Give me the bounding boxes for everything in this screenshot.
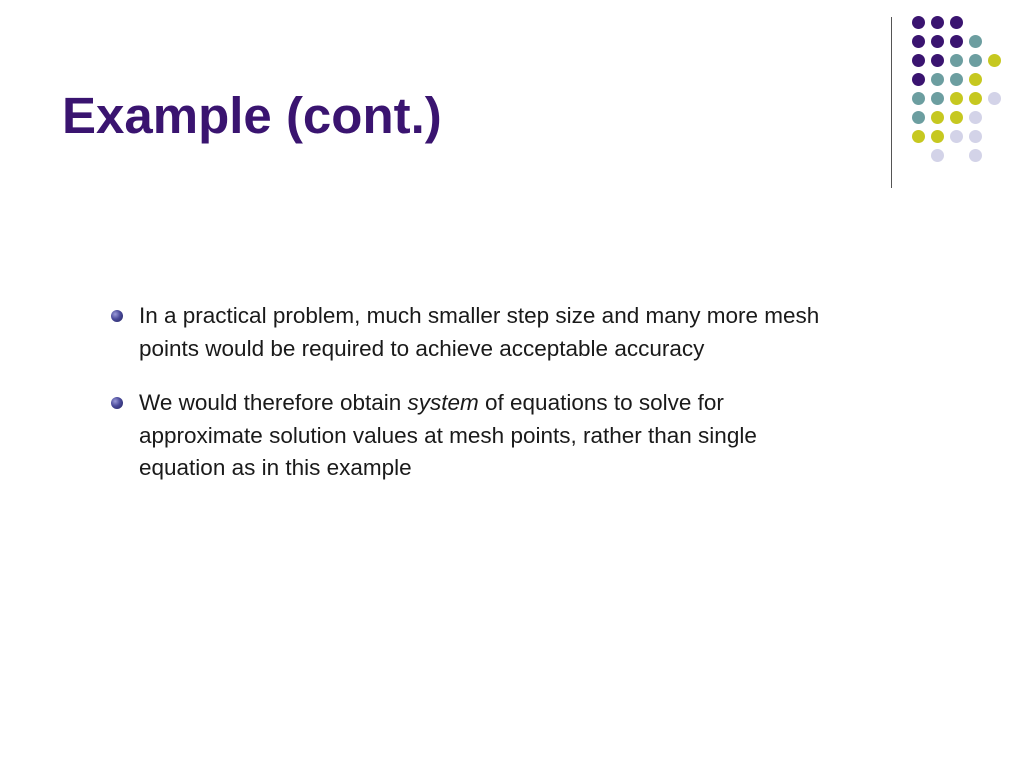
- slide-title: Example (cont.): [62, 87, 442, 144]
- decorative-dot: [969, 35, 982, 48]
- decorative-dot: [969, 111, 982, 124]
- bullet-icon: [111, 397, 123, 409]
- decorative-dot: [931, 149, 944, 162]
- decorative-dot: [950, 130, 963, 143]
- bullet-text: In a practical problem, much smaller step size and many more mesh points would be required to achieve acceptable accuracy: [139, 303, 820, 361]
- decorative-dot: [931, 111, 944, 124]
- decorative-dot: [931, 92, 944, 105]
- bullet-text-before: We would therefore obtain: [139, 390, 408, 415]
- decorative-dot: [912, 35, 925, 48]
- decorative-dot: [988, 54, 1001, 67]
- decorative-dot: [912, 73, 925, 86]
- decorative-dot: [912, 130, 925, 143]
- decorative-dot: [912, 111, 925, 124]
- decorative-dot: [950, 16, 963, 29]
- decorative-dot: [988, 92, 1001, 105]
- bullet-list: [110, 300, 840, 507]
- decorative-dot: [969, 149, 982, 162]
- decorative-dot: [931, 130, 944, 143]
- title-divider: [891, 17, 892, 188]
- decorative-dot: [931, 16, 944, 29]
- decorative-dot: [931, 35, 944, 48]
- bullet-icon: [111, 310, 123, 322]
- decorative-dot: [950, 73, 963, 86]
- decorative-dot: [969, 92, 982, 105]
- decorative-dot: [950, 54, 963, 67]
- decorative-dot: [912, 16, 925, 29]
- bullet-item: [110, 300, 840, 365]
- decorative-dot: [950, 92, 963, 105]
- bullet-text-after: of equations to solve for approximate solution values at mesh points, rather than single equation as in this example: [139, 390, 757, 480]
- decorative-dot: [969, 54, 982, 67]
- decorative-dot: [912, 92, 925, 105]
- decorative-dot: [950, 111, 963, 124]
- decorative-dot: [969, 73, 982, 86]
- decorative-dot: [931, 73, 944, 86]
- decorative-dot: [931, 54, 944, 67]
- decorative-dot: [969, 130, 982, 143]
- bullet-item: [110, 387, 840, 485]
- decorative-dot: [950, 35, 963, 48]
- decorative-dot: [912, 54, 925, 67]
- bullet-text-emphasis: system: [407, 390, 479, 415]
